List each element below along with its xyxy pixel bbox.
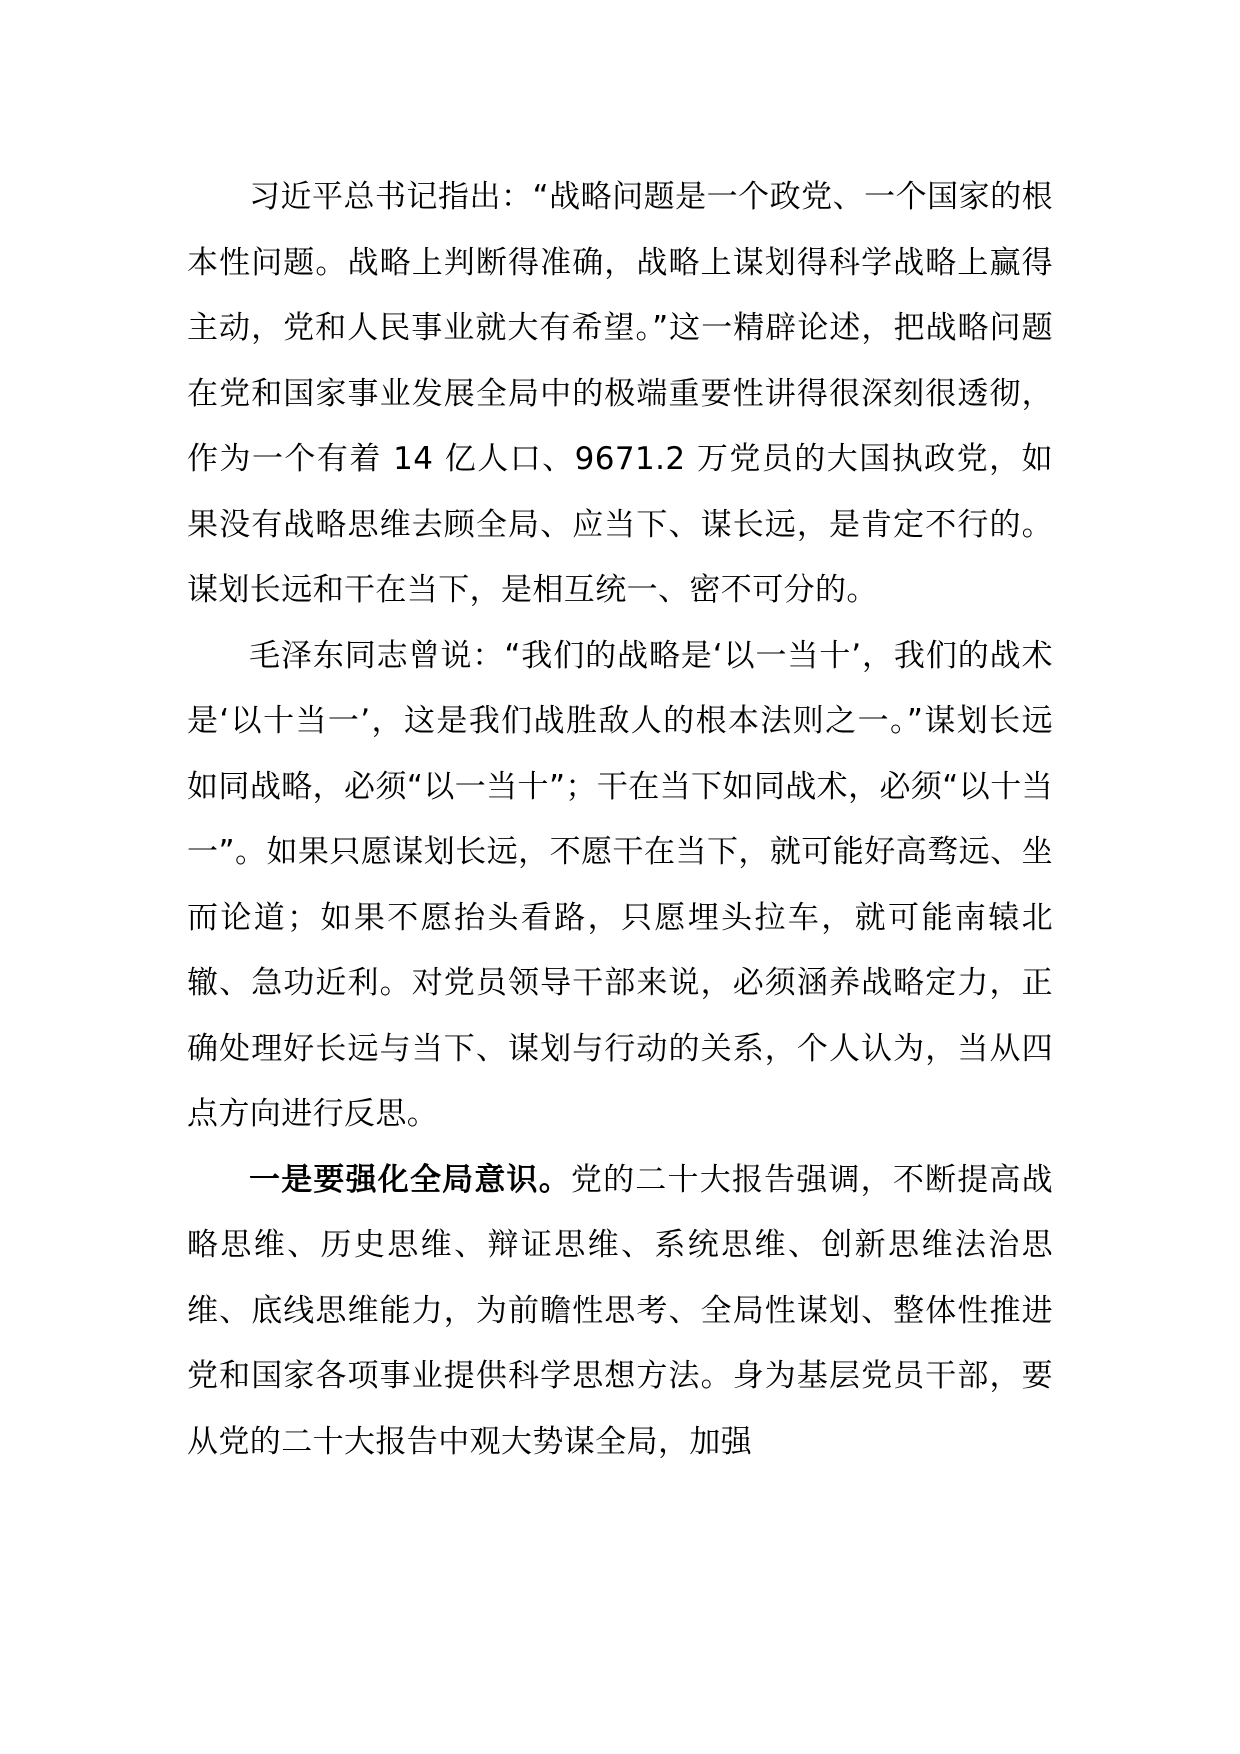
document-body: [187, 165, 1053, 1475]
paragraph-1: [187, 165, 1053, 624]
paragraph-2-text: 毛泽东同志曾说：“我们的战略是‘以一当十’，我们的战术是‘以十当一’，这是我们战胜敌人的根本法则之一。”谋划长远如同战略，必须“以一当十”；干在当下如同战术，必须“以十当一”。如果只愿谋划长远，不愿干在当下，就可能好高骛远、坐而论道；如果不愿抬头看路，只愿埋头拉车，就可能南辕北辙、急功近利。对党员领导干部来说，必须涵养战略定力，正确处理好长远与当下、谋划与行动的关系，个人认为，当从四点方向进行反思。: [187, 637, 1053, 1132]
paragraph-3-lead: 一是要强化全局意识。: [249, 1161, 571, 1198]
paragraph-3: [187, 1148, 1053, 1476]
paragraph-2: [187, 624, 1053, 1148]
paragraph-3-text: 党的二十大报告强调，不断提高战略思维、历史思维、辩证思维、系统思维、创新思维法治思维、底线思维能力，为前瞻性思考、全局性谋划、整体性推进党和国家各项事业提供科学思想方法。身为基层党员干部，要从党的二十大报告中观大势谋全局，加强: [187, 1161, 1054, 1460]
paragraph-1-text: 习近平总书记指出：“战略问题是一个政党、一个国家的根本性问题。战略上判断得准确，战略上谋划得科学战略上赢得主动，党和人民事业就大有希望。”这一精辟论述，把战略问题在党和国家事业发展全局中的极端重要性讲得很深刻很透彻，作为一个有着 14 亿人口、9671.2 万党员的大国执政党，如果没有战略思维去顾全局、应当下、谋长远，是肯定不行的。谋划长远和干在当下，是相互统一、密不可分的。: [187, 179, 1053, 608]
